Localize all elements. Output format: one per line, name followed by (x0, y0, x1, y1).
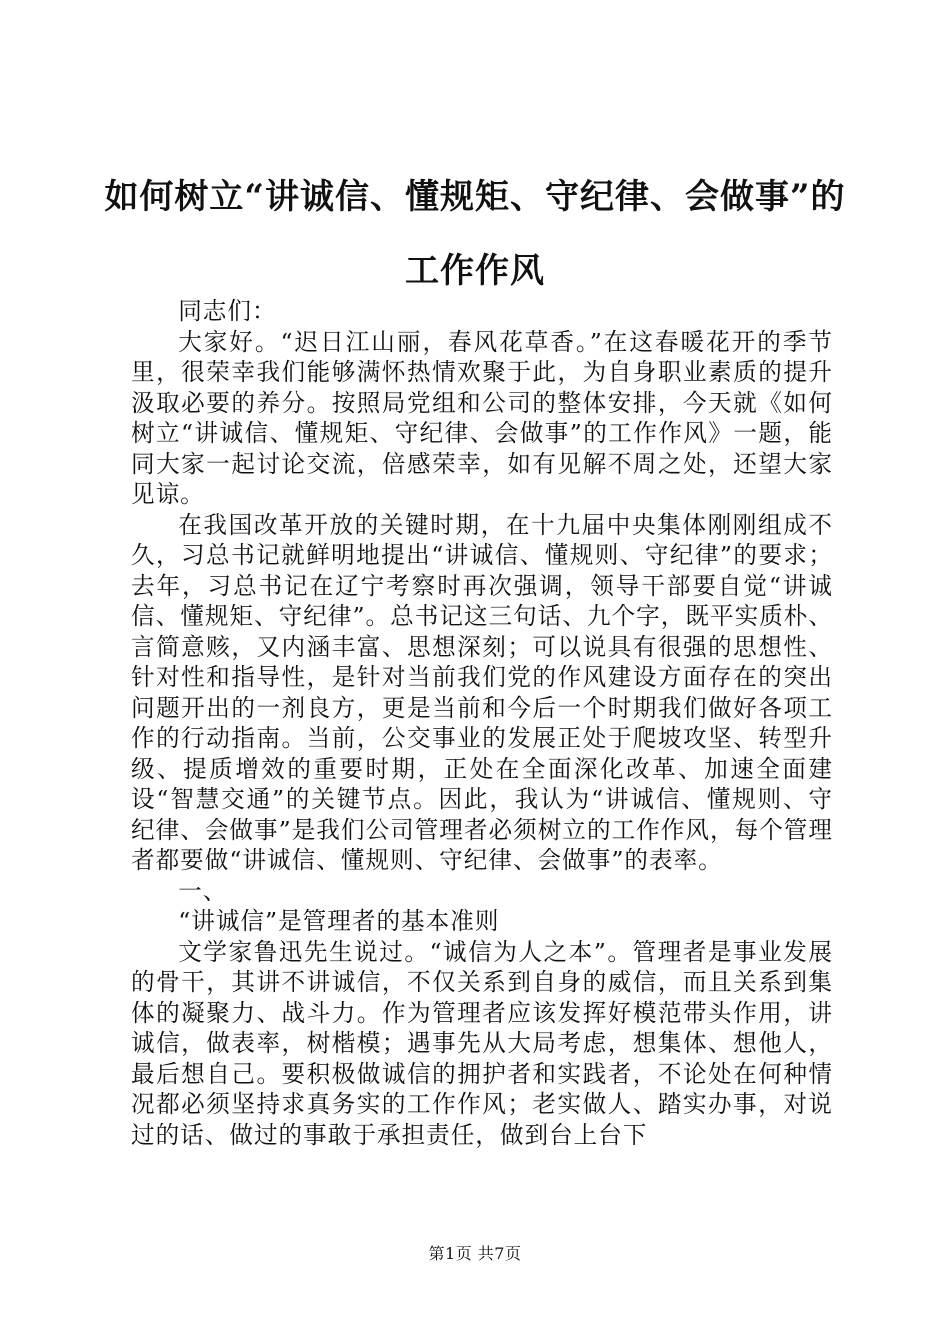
document-title: 如何树立“讲诚信、懂规矩、守纪律、会做事”的工作作风 (104, 177, 846, 291)
body-paragraph: 大家好。“迟日江山丽，春风花草香。”在这春暖花开的季节里，很荣幸我们能够满怀热情欢聚于此，为自身职业素质的提升汲取必要的养分。按照局党组和公司的整体安排，今天就《如何树立“讲诚信、懂规矩、守纪律、会做事”的工作作风》一题，能同大家一起讨论交流，倍感荣幸，如有见解不周之处，还望大家见谅。 (131, 327, 833, 508)
page-number-footer: 第1页 共7页 (428, 1244, 522, 1263)
salutation-paragraph: 同志们： (178, 297, 277, 325)
section-heading: “讲诚信”是管理者的基本准则 (178, 907, 500, 935)
section-number: 一、 (178, 876, 228, 905)
body-paragraph: 在我国改革开放的关键时期，在十九届中央集体刚刚组成不久，习总书记就鲜明地提出“讲诚信、懂规则、守纪律”的要求；去年，习总书记在辽宁考察时再次强调，领导干部要自觉“讲诚信、懂规矩、守纪律”。总书记这三句话、九个字，既平实质朴、言简意赅，又内涵丰富、思想深刻；可以说具有很强的思想性、针对性和指导性，是针对当前我们党的作风建设方面存在的突出问题开出的一剂良方，更是当前和今后一个时期我们做好各项工作的行动指南。当前，公交事业的发展正处于爬坡攻坚、转型升级、提质增效的重要时期，正处在全面深化改革、加速全面建设“智慧交通”的关键节点。因此，我认为“讲诚信、懂规则、守纪律、会做事”是我们公司管理者必须树立的工作作风，每个管理者都要做“讲诚信、懂规则、守纪律、会做事”的表率。 (131, 510, 833, 874)
document-body (131, 296, 833, 1150)
body-paragraph: 文学家鲁迅先生说过。“诚信为人之本”。管理者是事业发展的骨干，其讲不讲诚信，不仅关系到自身的威信，而且关系到集体的凝聚力、战斗力。作为管理者应该发挥好模范带头作用，讲诚信，做表率，树楷模；遇事先从大局考虑，想集体、想他人，最后想自己。要积极做诚信的拥护者和实践者，不论处在何种情况都必须坚持求真务实的工作作风；老实做人、踏实办事，对说过的话、做过的事敢于承担责任，做到台上台下 (131, 937, 833, 1149)
